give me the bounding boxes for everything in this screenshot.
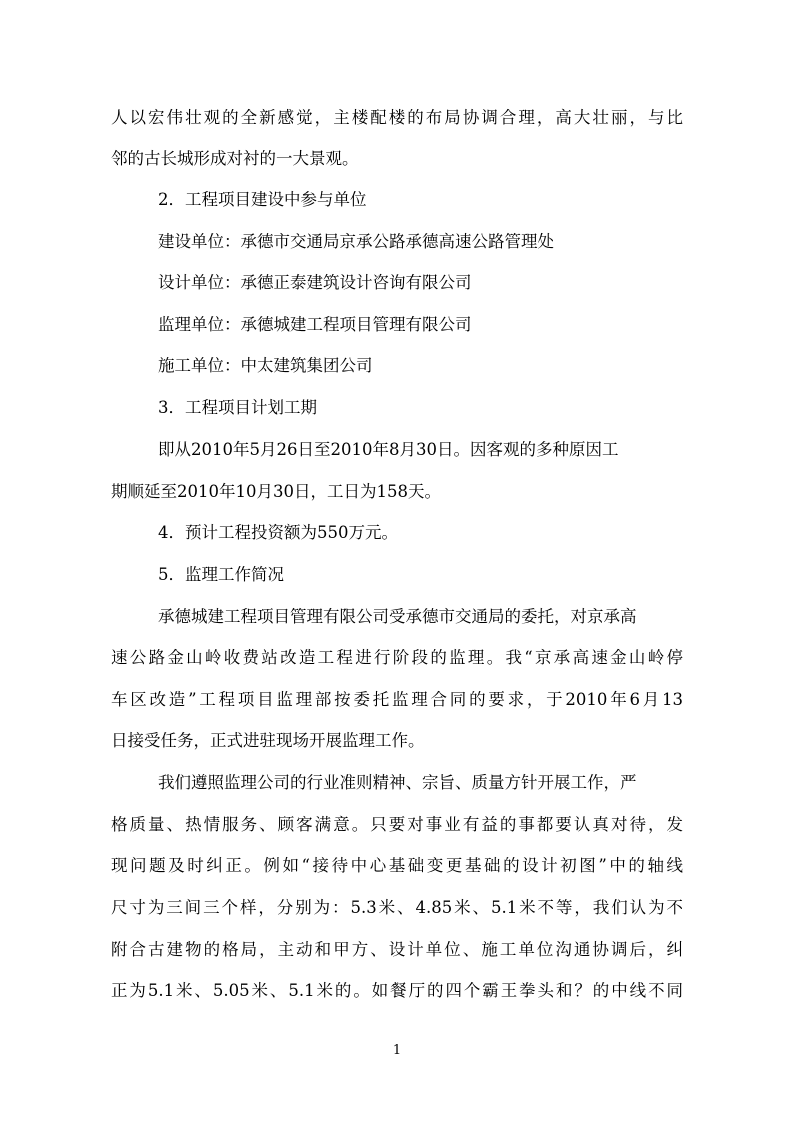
text-line: 施工单位：中太建筑集团公司 [158,356,373,375]
text-line: 建设单位：承德市交通局京承公路承德高速公路管理处 [158,232,554,251]
text-line: 我们遵照监理公司的行业准则精神、宗旨、质量方针开展工作，严 [158,773,637,792]
text-line: 期顺延至2010年10月30日，工日为158天。 [111,482,441,501]
text-line: 即从2010年5月26日至2010年8月30日。因客观的多种原因工 [158,440,619,459]
page-number: 1 [392,1043,402,1058]
text-line: 尺寸为三间三个样，分别为：5.3米、4.85米、5.1米不等，我们认为不 [111,898,683,917]
text-line: 监理单位：承德城建工程项目管理有限公司 [158,315,472,334]
section-heading: 5．监理工作简况 [158,565,284,584]
text-line: 格质量、热情服务、顾客满意。只要对事业有益的事都要认真对待，发 [111,815,683,834]
text-line: 速公路金山岭收费站改造工程进行阶段的监理。我“京承高速金山岭停 [111,648,683,667]
text-line: 现问题及时纠正。例如“接待中心基础变更基础的设计初图”中的轴线 [111,856,683,875]
text-line: 正为5.1米、5.05米、5.1米的。如餐厅的四个霸王拳头和？的中线不同 [111,981,683,1000]
text-line: 承德城建工程项目管理有限公司受承德市交通局的委托，对京承高 [158,607,637,626]
section-heading: 2．工程项目建设中参与单位 [158,190,367,209]
section-heading: 3．工程项目计划工期 [158,398,317,417]
text-line: 邻的古长城形成对衬的一大景观。 [111,149,359,168]
text-line: 日接受任务，正式进驻现场开展监理工作。 [111,731,425,750]
text-line: 附合古建物的格局，主动和甲方、设计单位、施工单位沟通协调后，纠 [111,940,683,959]
text-line: 人以宏伟壮观的全新感觉，主楼配楼的布局协调合理，高大壮丽，与比 [111,108,683,127]
text-line: 设计单位：承德正泰建筑设计咨询有限公司 [158,273,472,292]
text-line: 车区改造”工程项目监理部按委托监理合同的要求，于2010年6月13 [111,690,683,709]
section-heading: 4．预计工程投资额为550万元。 [158,523,398,542]
